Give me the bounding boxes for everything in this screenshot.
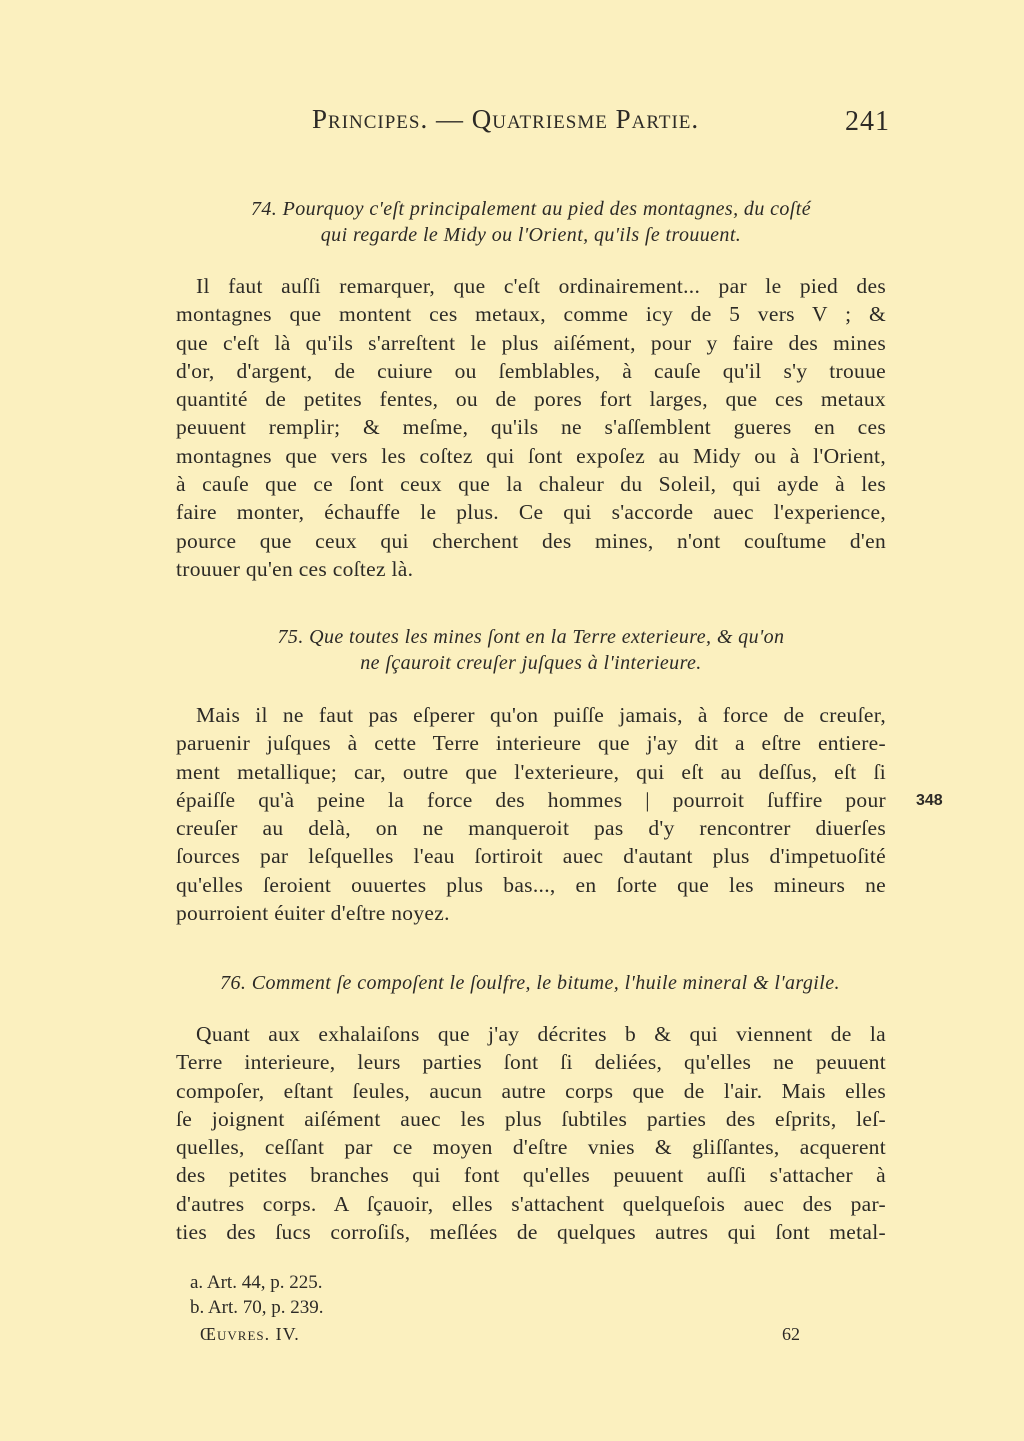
section-75-paragraph [176,701,886,927]
paragraph-line: montagnes que montent ces metaux, comme icy de 5 vers V ; & [176,302,886,327]
paragraph-line: Mais il ne faut pas eſperer qu'on puiſſe jamais, à force de creuſer, [196,703,886,727]
signature-mark: Œuvres. IV. [200,1324,300,1344]
paragraph-line: ties des ſucs corroſiſs, meſlées de quelques autres qui ſont metal- [176,1220,886,1245]
paragraph-line: ſe joignent aiſément auec les plus ſubtiles parties des eſprits, leſ- [176,1106,886,1131]
section-75-title-line2: ne ſçauroit creuſer juſques à l'interieure. [360,652,702,674]
footnote-b: b. Art. 70, p. 239. [190,1297,324,1318]
section-74-title-line2: qui regarde le Midy ou l'Orient, qu'ils ſe trouuent. [320,224,742,246]
section-76-paragraph [176,1020,886,1246]
section-75-title-line1: 75. Que toutes les mines ſont en la Terre exterieure, & qu'on [277,626,785,648]
paragraph-line: Quant aux exhalaiſons que j'ay décrites b & qui viennent de la [196,1022,886,1046]
paragraph-line: qu'elles ſeroient ouuertes plus bas..., en ſorte que les mineurs ne [176,872,886,897]
paragraph-line: ment metallique; car, outre que l'exterieure, qui eſt au deſſus, eſt ſi [176,759,886,784]
footnotes [190,1270,324,1320]
section-75-title [176,624,886,676]
paragraph-line: d'or, d'argent, de cuiure ou ſemblables, à cauſe qu'il s'y trouue [176,358,886,383]
page-number: 241 [845,106,890,137]
section-74-title-line1: 74. Pourquoy c'eſt principalement au pied des montagnes, du coſté [251,198,811,220]
section-74-paragraph [176,272,886,583]
paragraph-line: épaiſſe qu'à peine la force des hommes | pourroit ſuffire pour [176,787,886,812]
paragraph-line: d'autres corps. A ſçauoir, elles s'attachent quelqueſois auec des par- [176,1191,886,1216]
paragraph-line: Il faut auſſi remarquer, que c'eſt ordinairement... par le pied des [196,274,886,298]
paragraph-line: montagnes que vers les coſtez qui ſont expoſez au Midy ou à l'Orient, [176,443,886,468]
running-head [312,104,890,144]
paragraph-line: quelles, ceſſant par ce moyen d'eſtre vnies & gliſſantes, acquerent [176,1135,886,1160]
paragraph-line: faire monter, échauffe le plus. Ce qui s'accorde auec l'experience, [176,500,886,525]
signature-number: 62 [782,1324,800,1344]
section-76-title-line1: 76. Comment ſe compoſent le ſoulfre, le bitume, l'huile mineral & l'argile. [220,972,840,994]
paragraph-line: pource que ceux qui cherchent des mines, n'ont couſtume d'en [176,528,886,553]
paragraph-line: paruenir juſques à cette Terre interieure que j'ay dit a eſtre entiere- [176,731,886,756]
margin-page-reference: 348 [916,792,943,809]
running-head-title: Principes. — Quatriesme Partie. [312,104,700,134]
paragraph-line: trouuer qu'en ces coſtez là. [176,556,414,581]
paragraph-line: des petites branches qui font qu'elles peuuent auſſi s'attacher à [176,1163,886,1188]
paragraph-line: à cauſe que ce ſont ceux que la chaleur du Soleil, qui ayde à les [176,472,886,497]
paragraph-line: peuuent remplir; & meſme, qu'ils ne s'aſſemblent gueres en ces [176,415,886,440]
section-76-title [160,970,900,996]
section-74-title [176,196,886,248]
paragraph-line: que c'eſt là qu'ils s'arreſtent le plus aiſément, pour y faire des mines [176,330,886,355]
paragraph-line: compoſer, eſtant ſeules, aucun autre corps que de l'air. Mais elles [176,1078,886,1103]
footnote-a: a. Art. 44, p. 225. [190,1272,323,1293]
paragraph-line: ſources par leſquelles l'eau ſortiroit auec d'autant plus d'impetuoſité [176,844,886,869]
paragraph-line: quantité de petites fentes, ou de pores fort larges, que ces metaux [176,387,886,412]
paragraph-line: creuſer au delà, on ne manqueroit pas d'y rencontrer diuerſes [176,816,886,841]
paragraph-line: Terre interieure, leurs parties ſont ſi deliées, qu'elles ne peuuent [176,1050,886,1075]
paragraph-line: pourroient éuiter d'eſtre noyez. [176,901,450,926]
